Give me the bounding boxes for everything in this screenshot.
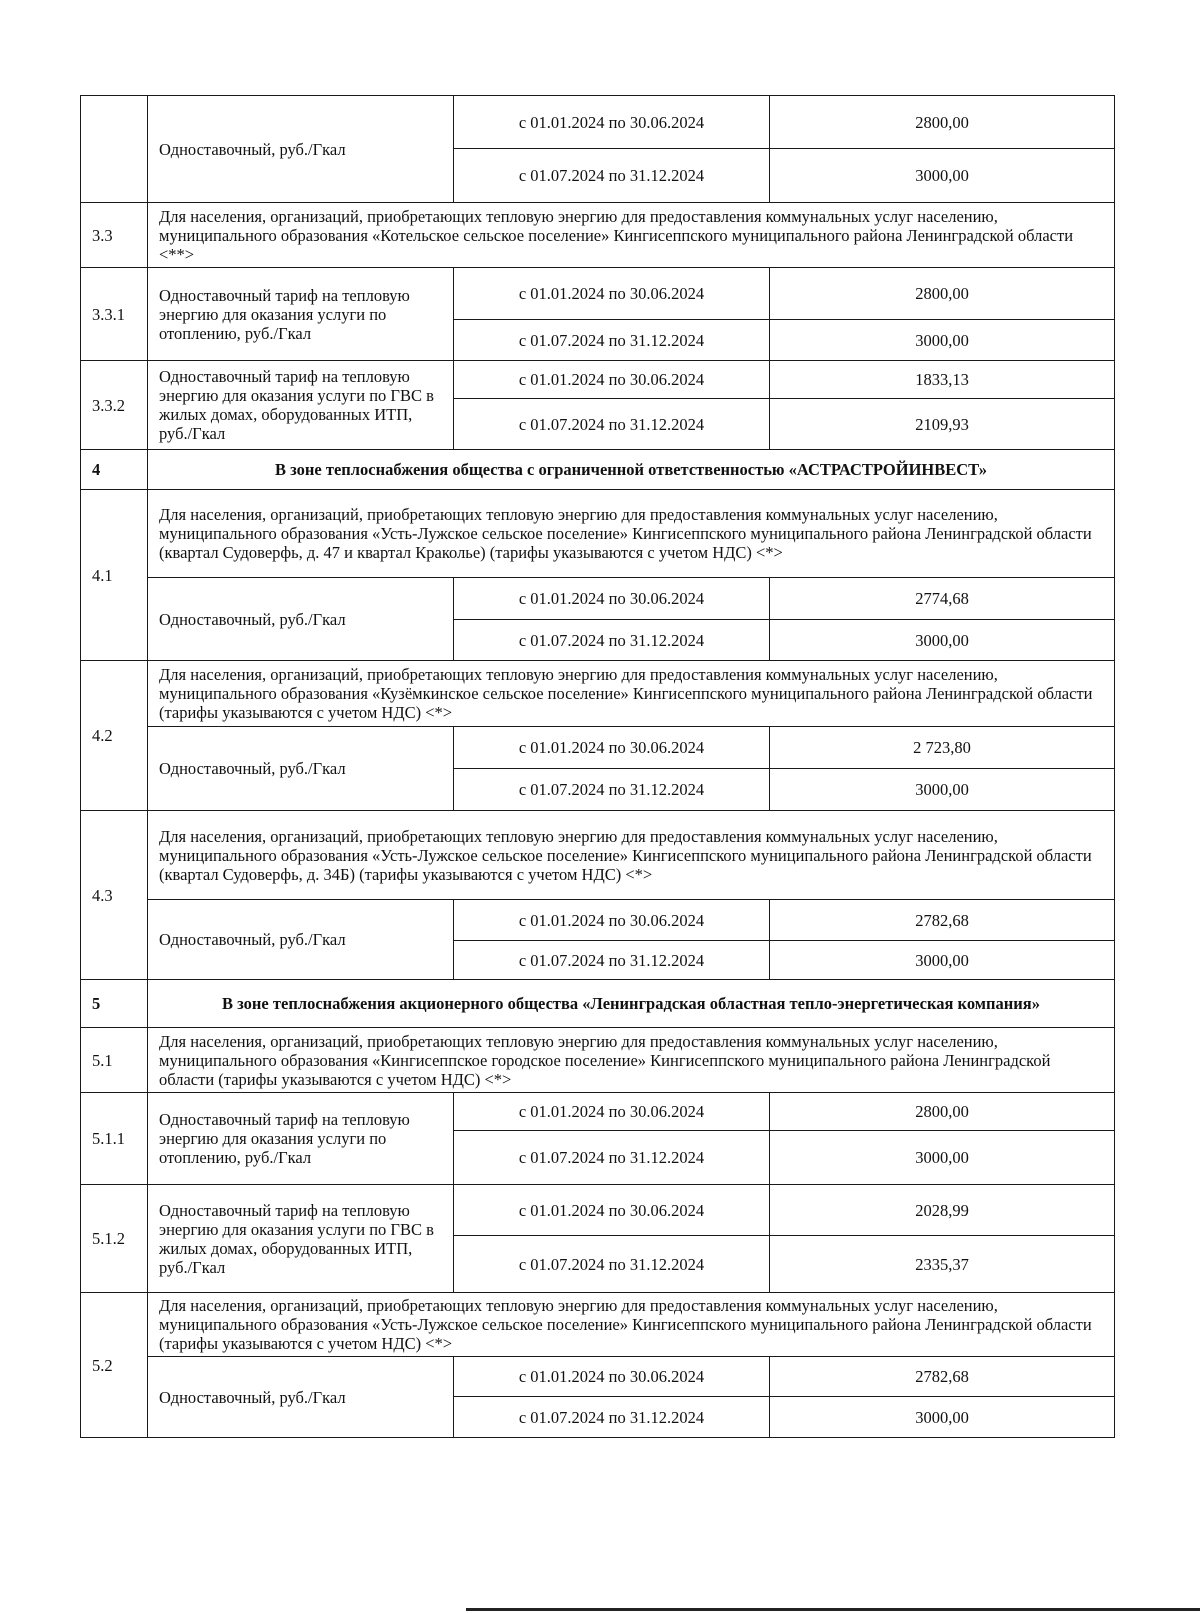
- tariff-value: 2109,93: [770, 399, 1115, 450]
- table-row: [81, 1093, 1115, 1131]
- table-row: [81, 578, 1115, 620]
- tariff-value: 2800,00: [770, 268, 1115, 320]
- period-cell: с 01.07.2024 по 31.12.2024: [454, 1131, 770, 1185]
- period-cell: с 01.07.2024 по 31.12.2024: [454, 399, 770, 450]
- tariff-label: Одноставочный, руб./Гкал: [148, 900, 454, 980]
- period-cell: с 01.01.2024 по 30.06.2024: [454, 578, 770, 620]
- section-description: Для населения, организаций, приобретающих тепловую энергию для предоставления коммунальных услуг населению, муниципального образования «Усть-Лужское сельское поселение» Кингисеппского муниципального района Ленинградской области (квартал Судоверфь, д. 34Б) (тарифы указываются с учетом НДС) <*>: [148, 811, 1115, 900]
- tariff-value: 3000,00: [770, 1397, 1115, 1438]
- section-description: Для населения, организаций, приобретающих тепловую энергию для предоставления коммунальных услуг населению, муниципального образования «Усть-Лужское сельское поселение» Кингисеппского муниципального района Ленинградской области (тарифы указываются с учетом НДС) <*>: [148, 1293, 1115, 1357]
- tariff-value: 3000,00: [770, 620, 1115, 661]
- period-cell: с 01.07.2024 по 31.12.2024: [454, 1397, 770, 1438]
- page-bottom-edge: [466, 1608, 1200, 1611]
- period-cell: с 01.01.2024 по 30.06.2024: [454, 727, 770, 769]
- row-number: 4.3: [81, 811, 148, 980]
- tariff-value: 1833,13: [770, 361, 1115, 399]
- period-cell: с 01.01.2024 по 30.06.2024: [454, 1357, 770, 1397]
- period-cell: с 01.07.2024 по 31.12.2024: [454, 941, 770, 980]
- period-cell: с 01.07.2024 по 31.12.2024: [454, 620, 770, 661]
- period-cell: с 01.07.2024 по 31.12.2024: [454, 1236, 770, 1293]
- tariff-value: 2782,68: [770, 1357, 1115, 1397]
- table-row: [81, 203, 1115, 268]
- row-number: 5.1: [81, 1028, 148, 1093]
- table-row: [81, 900, 1115, 941]
- period-cell: с 01.07.2024 по 31.12.2024: [454, 769, 770, 811]
- table-row: [81, 268, 1115, 320]
- tariff-label: Одноставочный тариф на тепловую энергию для оказания услуги по отоплению, руб./Гкал: [148, 268, 454, 361]
- table-row: [81, 661, 1115, 727]
- period-cell: с 01.01.2024 по 30.06.2024: [454, 96, 770, 149]
- tariff-value: 2774,68: [770, 578, 1115, 620]
- row-number: 5.1.2: [81, 1185, 148, 1293]
- row-number: 3.3.1: [81, 268, 148, 361]
- tariff-label: Одноставочный тариф на тепловую энергию для оказания услуги по ГВС в жилых домах, оборудованных ИТП, руб./Гкал: [148, 1185, 454, 1293]
- row-number: 4.1: [81, 490, 148, 661]
- period-cell: с 01.01.2024 по 30.06.2024: [454, 1093, 770, 1131]
- table-row: [81, 1185, 1115, 1236]
- table-row: [81, 980, 1115, 1028]
- zone-heading: В зоне теплоснабжения общества с ограниченной ответственностью «АСТРАСТРОЙИНВЕСТ»: [148, 450, 1115, 490]
- tariff-value: 2335,37: [770, 1236, 1115, 1293]
- tariff-value: 3000,00: [770, 769, 1115, 811]
- zone-heading: В зоне теплоснабжения акционерного общества «Ленинградская областная тепло-энергетическая компания»: [148, 980, 1115, 1028]
- tariff-label: Одноставочный тариф на тепловую энергию для оказания услуги по отоплению, руб./Гкал: [148, 1093, 454, 1185]
- table-row: [81, 1293, 1115, 1357]
- period-cell: с 01.07.2024 по 31.12.2024: [454, 149, 770, 203]
- tariff-value: 3000,00: [770, 320, 1115, 361]
- section-description: Для населения, организаций, приобретающих тепловую энергию для предоставления коммунальных услуг населению, муниципального образования «Кингисеппское городское поселение» Кингисеппского муниципального района Ленинградской области (тарифы указываются с учетом НДС) <*>: [148, 1028, 1115, 1093]
- period-cell: с 01.01.2024 по 30.06.2024: [454, 1185, 770, 1236]
- period-cell: с 01.01.2024 по 30.06.2024: [454, 361, 770, 399]
- tariff-label: Одноставочный, руб./Гкал: [148, 1357, 454, 1438]
- tariff-value: 2800,00: [770, 1093, 1115, 1131]
- table-row: [81, 450, 1115, 490]
- tariff-table-body: [81, 96, 1115, 1438]
- period-cell: с 01.01.2024 по 30.06.2024: [454, 900, 770, 941]
- tariff-table: [80, 95, 1115, 1438]
- row-number: 5.2: [81, 1293, 148, 1438]
- section-description: Для населения, организаций, приобретающих тепловую энергию для предоставления коммунальных услуг населению, муниципального образования «Котельское сельское поселение» Кингисеппского муниципального района Ленинградской области <**>: [148, 203, 1115, 268]
- tariff-label: Одноставочный, руб./Гкал: [148, 727, 454, 811]
- period-cell: с 01.07.2024 по 31.12.2024: [454, 320, 770, 361]
- row-number: 3.3.2: [81, 361, 148, 450]
- period-cell: с 01.01.2024 по 30.06.2024: [454, 268, 770, 320]
- table-row: [81, 811, 1115, 900]
- row-number: 4.2: [81, 661, 148, 811]
- zone-number: 5: [81, 980, 148, 1028]
- table-row: [81, 1028, 1115, 1093]
- tariff-value: 2 723,80: [770, 727, 1115, 769]
- tariff-label: Одноставочный, руб./Гкал: [148, 96, 454, 203]
- row-number: 3.3: [81, 203, 148, 268]
- table-row: [81, 490, 1115, 578]
- row-number: 5.1.1: [81, 1093, 148, 1185]
- row-number: [81, 96, 148, 203]
- tariff-value: 3000,00: [770, 941, 1115, 980]
- table-row: [81, 361, 1115, 399]
- tariff-value: 3000,00: [770, 149, 1115, 203]
- zone-number: 4: [81, 450, 148, 490]
- table-row: [81, 1357, 1115, 1397]
- tariff-label: Одноставочный, руб./Гкал: [148, 578, 454, 661]
- tariff-value: 2800,00: [770, 96, 1115, 149]
- section-description: Для населения, организаций, приобретающих тепловую энергию для предоставления коммунальных услуг населению, муниципального образования «Усть-Лужское сельское поселение» Кингисеппского муниципального района Ленинградской области (квартал Судоверфь, д. 47 и квартал Краколье) (тарифы указываются с учетом НДС) <*>: [148, 490, 1115, 578]
- table-row: [81, 727, 1115, 769]
- table-row: [81, 96, 1115, 149]
- tariff-value: 2782,68: [770, 900, 1115, 941]
- section-description: Для населения, организаций, приобретающих тепловую энергию для предоставления коммунальных услуг населению, муниципального образования «Кузёмкинское сельское поселение» Кингисеппского муниципального района Ленинградской области (тарифы указываются с учетом НДС) <*>: [148, 661, 1115, 727]
- tariff-label: Одноставочный тариф на тепловую энергию для оказания услуги по ГВС в жилых домах, оборудованных ИТП, руб./Гкал: [148, 361, 454, 450]
- tariff-value: 2028,99: [770, 1185, 1115, 1236]
- tariff-value: 3000,00: [770, 1131, 1115, 1185]
